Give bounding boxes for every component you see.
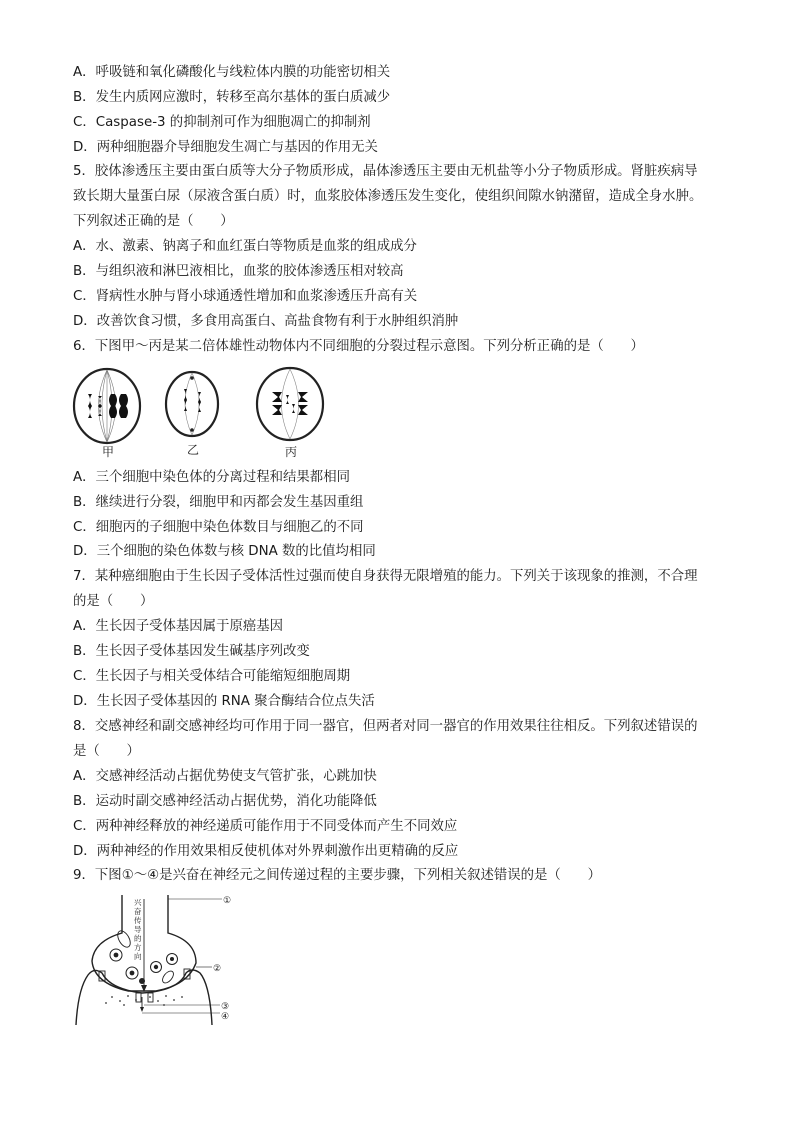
q9-stem: 9．下图①～④是兴奋在神经元之间传递过程的主要步骤，下列相关叙述错误的是（ ） xyxy=(73,868,601,883)
q8-option-c: C．两种神经释放的神经递质可能作用于不同受体而产生不同效应 xyxy=(73,819,458,834)
q8-stem-line-1: 8．交感神经和副交感神经均可作用于同一器官，但两者对同一器官的作用效果往往相反。下列叙述错误的 xyxy=(73,719,698,734)
arrow-label xyxy=(134,898,142,961)
svg-text:方: 方 xyxy=(134,943,142,952)
figure-markers xyxy=(213,896,231,1022)
q6-option-a: A．三个细胞中染色体的分离过程和结果都相同 xyxy=(73,470,350,485)
q4-option-c: C．Caspase-3 的抑制剂可作为细胞凋亡的抑制剂 xyxy=(73,115,371,130)
q5-option-d: D．改善饮食习惯，多食用高蛋白、高盐食物有利于水肿组织消肿 xyxy=(73,314,459,329)
q5-option-a: A．水、激素、钠离子和血红蛋白等物质是血浆的组成成分 xyxy=(73,239,417,254)
q5-stem-line-2: 致长期大量蛋白尿（尿液含蛋白质）时，血浆胶体渗透压发生变化，使组织间隙水钠潴留，造成全身水肿。 xyxy=(73,189,703,204)
cell-jia xyxy=(74,369,140,443)
q6-option-d: D．三个细胞的染色体数与核 DNA 数的比值均相同 xyxy=(73,544,376,559)
q8-stem-line-2: 是（ ） xyxy=(73,744,140,759)
q7-option-c: C．生长因子与相关受体结合可能缩短细胞周期 xyxy=(73,669,351,684)
leader-lines xyxy=(142,899,222,1013)
label-bing: 丙 xyxy=(285,445,298,458)
q5-stem-line-1: 5．胶体渗透压主要由蛋白质等大分子物质形成，晶体渗透压主要由无机盐等小分子物质形成。肾脏疾病导 xyxy=(73,164,698,179)
cell-division-figure xyxy=(70,364,332,458)
q8-option-d: D．两种神经的作用效果相反使机体对外界刺激作出更精确的反应 xyxy=(73,844,459,859)
svg-text:向: 向 xyxy=(134,952,142,961)
q8-option-a: A．交感神经活动占据优势使支气管扩张，心跳加快 xyxy=(73,769,377,784)
q7-option-b: B．生长因子受体基因发生碱基序列改变 xyxy=(73,644,310,659)
label-yi: 乙 xyxy=(187,443,200,457)
synapse-figure xyxy=(72,893,238,1027)
q4-option-d: D．两种细胞器介导细胞发生凋亡与基因的作用无关 xyxy=(73,140,378,155)
svg-text:兴: 兴 xyxy=(134,898,142,907)
label-jia: 甲 xyxy=(102,445,115,458)
q7-option-d: D．生长因子受体基因的 RNA 聚合酶结合位点失活 xyxy=(73,694,375,709)
q7-option-a: A．生长因子受体基因属于原癌基因 xyxy=(73,619,284,634)
svg-text:传: 传 xyxy=(134,916,142,925)
cell-yi xyxy=(166,372,218,436)
marker-2: ② xyxy=(213,964,222,974)
q5-stem-line-3: 下列叙述正确的是（ ） xyxy=(73,214,234,229)
q7-stem-line-1: 7．某种癌细胞由于生长因子受体活性过强而使自身获得无限增殖的能力。下列关于该现象的推测，不合理 xyxy=(73,569,698,584)
svg-text:的: 的 xyxy=(134,934,142,943)
q8-option-b: B．运动时副交感神经活动占据优势，消化功能降低 xyxy=(73,794,377,809)
q4-option-b: B．发生内质网应激时，转移至高尔基体的蛋白质减少 xyxy=(73,90,391,105)
svg-text:奋: 奋 xyxy=(134,907,142,916)
q5-option-c: C．肾病性水肿与肾小球通透性增加和血浆渗透压升高有关 xyxy=(73,289,418,304)
q5-option-b: B．与组织液和淋巴液相比，血浆的胶体渗透压相对较高 xyxy=(73,264,404,279)
marker-1: ① xyxy=(223,896,232,906)
neurotransmitter-dots xyxy=(105,995,183,1006)
cell-bing xyxy=(257,368,323,440)
marker-3: ③ xyxy=(221,1002,230,1012)
marker-4: ④ xyxy=(221,1012,230,1022)
q6-option-c: C．细胞丙的子细胞中染色体数目与细胞乙的不同 xyxy=(73,520,364,535)
q6-stem: 6．下图甲～丙是某二倍体雄性动物体内不同细胞的分裂过程示意图。下列分析正确的是（ ） xyxy=(73,339,644,354)
q7-stem-line-2: 的是（ ） xyxy=(73,594,154,609)
svg-text:导: 导 xyxy=(134,925,142,934)
q4-option-a: A．呼吸链和氧化磷酸化与线粒体内膜的功能密切相关 xyxy=(73,65,391,80)
q6-option-b: B．继续进行分裂，细胞甲和丙都会发生基因重组 xyxy=(73,495,364,510)
